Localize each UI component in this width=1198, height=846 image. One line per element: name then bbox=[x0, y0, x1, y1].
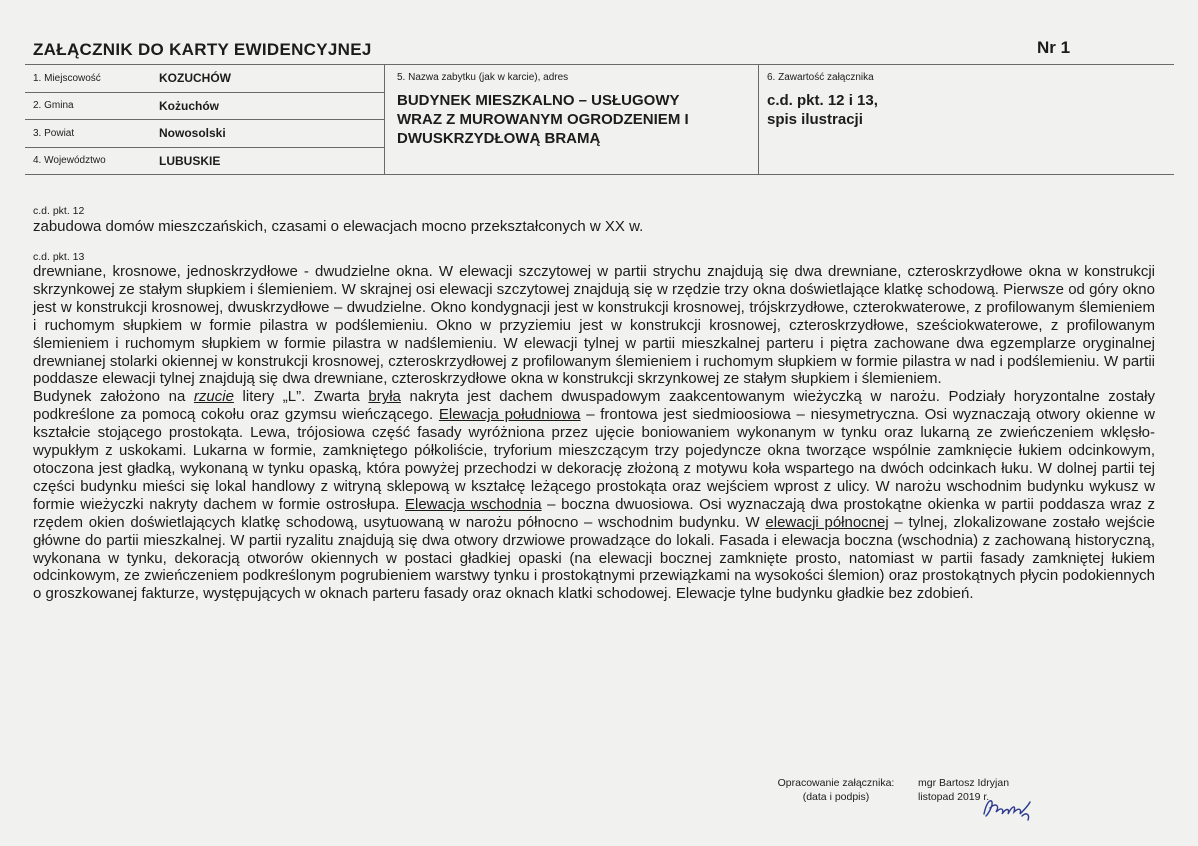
author-name: mgr Bartosz Idryjan bbox=[918, 777, 1010, 789]
field-value: KOZUCHÓW bbox=[159, 71, 231, 86]
header-table bbox=[25, 64, 1174, 175]
contents-line: spis ilustracji bbox=[767, 111, 863, 128]
contents-cell bbox=[759, 65, 1174, 174]
date-signature-label: (data i podpis) bbox=[802, 791, 870, 803]
text-run: litery „L”. Zwarta bbox=[233, 388, 369, 406]
field-label: 2. Gmina bbox=[33, 100, 74, 112]
field-powiat bbox=[25, 120, 384, 148]
section-12-text: zabudowa domów mieszczańskich, czasami o elewacjach mocno przekształconych w XX w. bbox=[33, 218, 644, 235]
field-value: Nowosolski bbox=[159, 126, 226, 141]
text-run: – boczna dwuosiowa. Osi wyznaczają dwa prostokątne okienka w partii poddasza wraz z rzędem okien doświetlających klatkę schodową, usytuowaną w narożu północno – wschodnim budynku. W bbox=[33, 495, 1155, 531]
prepared-by-label bbox=[770, 776, 902, 804]
location-fields bbox=[25, 65, 385, 174]
field-label: 4. Województwo bbox=[33, 155, 106, 167]
contents-value bbox=[767, 91, 1174, 129]
text-run: nakryta jest dachem dwuspadowym zaakcentowanym wieżyczką w narożu. Podziały horyzontalne zostały podkreślone za pomocą cokołu oraz gzymsu wieńczącego. bbox=[33, 388, 1155, 424]
signature-icon bbox=[978, 792, 1038, 824]
text-run: – tylnej, zlokalizowane zostało wejście główne do partii mieszkalnej. W partii ryzalitu znajdują się dwa otwory drzwiowe prowadzące do lokali. Fasada i elewacja boczna (wschodnia) z zachowaną historyczną, wykonana w tynku, dekoracją otworów okiennych w postaci gładkiej opaski (na elewacji bocznej zamknięte prosto, natomiast w partii fasady zamkniętej łukiem odcinkowym, ze zwieńczeniem podkreślonym pogrubieniem warstwy tynku i prostokątnymi przewiązkami na wysokości ślemion) oraz prostokątnych płycin podokiennych o groszkowanej fakturze, występujących w oknach parteru fasady oraz oknach klatki schodowej. Elewacje tylne budynku gładkie bez zdobień. bbox=[33, 513, 1155, 603]
text-run: – frontowa jest siedmioosiowa – niesymetryczna. Osi wyznaczają otwory okienne w kształcie stojącego prostokąta. Lewa, trójosiowa część fasady wyróżniona przez ujęcie boniowaniem wykonanym w tynku oraz lukarną ze zwieńczeniem wklęsło-wypukłym z uskokami. Lukarna w formie, zamkniętego półkoliście, tryforium mieszczącym trzy pojedyncze okna tworzące wspólnie zamknięcie łukiem odcinkowym, otoczona jest gładką, wykonaną w tynku opaską, która powyżej przechodzi w dekorację złożoną z motywu koła wspartego na dwóch odcinkach łuku. W dolnej partii tej części budynku mieści się lokal handlowy z witryną sklepową w kształcę leżącego prostokąta oraz wejściem wprost z ulicy. W narożu wschodnim budynku wykusz w formie wieżyczki nakryty dachem w formie ostrosłupa. bbox=[33, 406, 1155, 513]
document-title: ZAŁĄCZNIK DO KARTY EWIDENCYJNEJ bbox=[33, 40, 372, 59]
monument-name-line: DWUSKRZYDŁOWĄ BRAMĄ bbox=[397, 130, 601, 147]
monument-name bbox=[397, 91, 758, 148]
section-13-label: c.d. pkt. 13 bbox=[33, 251, 85, 263]
monument-name-line: WRAZ Z MUROWANYM OGRODZENIEM I bbox=[397, 111, 689, 128]
attachment-number: Nr 1 bbox=[1037, 38, 1071, 57]
field-miejscowosc bbox=[25, 65, 384, 93]
contents-label: 6. Zawartość załącznika bbox=[767, 72, 874, 83]
monument-name-label: 5. Nazwa zabytku (jak w karcie), adres bbox=[397, 72, 569, 83]
field-wojewodztwo bbox=[25, 148, 384, 175]
field-value: LUBUSKIE bbox=[159, 153, 221, 168]
prepared-by-label-line: Opracowanie załącznika: bbox=[777, 777, 895, 789]
window-description: drewniane, krosnowe, jednoskrzydłowe - dwudzielne okna. W elewacji szczytowej w partii strychu znajdują się dwa drewniane, czteroskrzydłowe okna w konstrukcji skrzynkowej ze stałym słupkiem i ślemieniem. W skrajnej osi elewacji szczytowej znajdują się w rzędzie trzy okna doświetlające klatkę schodową. Pierwsze od góry okno jest w konstrukcji krosnowej, dwuskrzydłowe – dwudzielne. Okno kondygnacji jest w konstrukcji krosnowej, trójskrzydłowe, czterokwaterowe, z profilowanym ślemieniem i ruchomym słupkiem w formie pilastra w podślemieniu. Okno w przyziemiu jest w konstrukcji krosnowej, czteroskrzydłowe, sześciokwaterowe, z profilowanym ślemieniem i ruchomym słupkiem w formie pilastra w nadślemieniu. W elewacji tylnej w partii mieszkalnej parteru i piętra zachowane dwa egzemplarze oryginalnej drewnianej stolarki okiennej w konstrukcji krosnowej, czteroskrzydłowej z profilowanym ślemieniem i ruchomym słupkiem w formie pilastra w nad i podślemieniu. W partii poddasze elewacji tylnej znajdują się dwa drewniane, czteroskrzydłowe okna w konstrukcji skrzynkowej ze stałym słupkiem i ślemieniem. bbox=[33, 263, 1155, 388]
prepared-date: listopad 2019 r. bbox=[918, 791, 990, 803]
field-label: 1. Miejscowość bbox=[33, 72, 101, 84]
term-elewacja-poludniowa: Elewacja południowa bbox=[438, 406, 581, 424]
section-12-label: c.d. pkt. 12 bbox=[33, 205, 85, 217]
term-rzut: rzucie bbox=[193, 388, 234, 406]
section-13-text bbox=[33, 263, 1155, 603]
term-bryla: bryła bbox=[368, 388, 401, 406]
field-gmina bbox=[25, 93, 384, 121]
text-run: Budynek założono na bbox=[33, 388, 194, 406]
monument-name-cell bbox=[385, 65, 759, 174]
field-label: 3. Powiat bbox=[33, 127, 75, 139]
contents-line: c.d. pkt. 12 i 13, bbox=[767, 92, 878, 109]
monument-name-line: BUDYNEK MIESZKALNO – USŁUGOWY bbox=[397, 92, 680, 109]
field-value: Kożuchów bbox=[159, 98, 219, 113]
term-elewacja-wschodnia: Elewacja wschodnia bbox=[405, 495, 542, 513]
term-elewacja-polnocna: elewacji północnej bbox=[765, 513, 889, 531]
